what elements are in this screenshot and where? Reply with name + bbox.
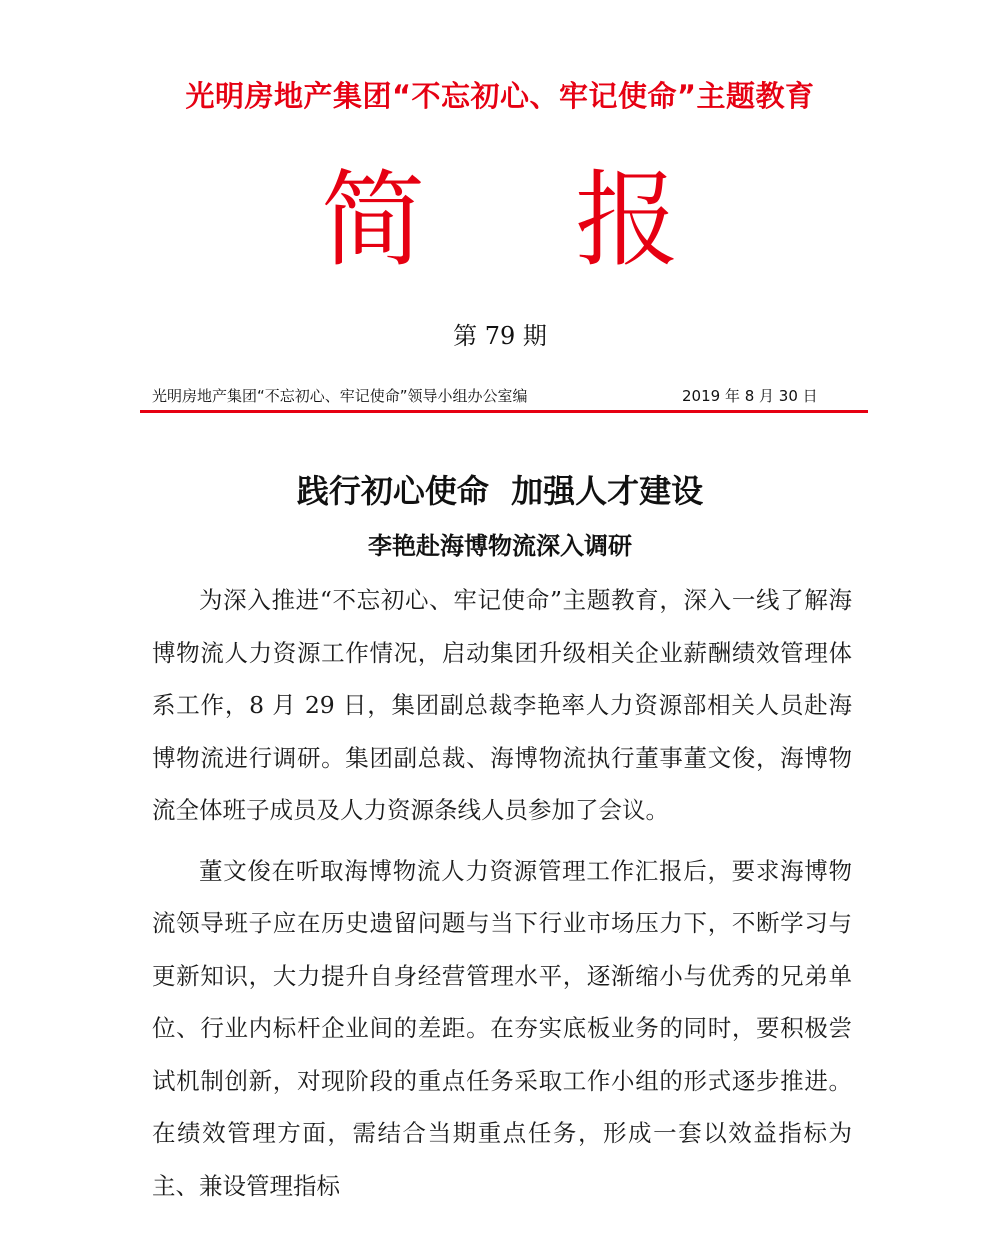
issue-number: 第 79 期 bbox=[453, 322, 547, 350]
issuer-name: 光明房地产集团“不忘初心、牢记使命”领导小组办公室编 bbox=[152, 387, 528, 405]
article-body bbox=[152, 574, 852, 1212]
paragraph: 董文俊在听取海博物流人力资源管理工作汇报后，要求海博物流领导班子应在历史遗留问题与当下行业市场压力下，不断学习与更新知识，大力提升自身经营管理水平，逐渐缩小与优秀的兄弟单位、行业内标杆企业间的差距。在夯实底板业务的同时，要积极尝试机制创新，对现阶段的重点任务采取工作小组的形式逐步推进。在绩效管理方面，需结合当期重点任务，形成一套以效益指标为主、兼设管理指标 bbox=[152, 856, 852, 1200]
issue-date: 2019 年 8 月 30 日 bbox=[682, 387, 818, 405]
red-divider bbox=[140, 410, 868, 413]
masthead-char-2: 报 bbox=[575, 159, 680, 281]
article-title: 践行初心使命 加强人才建设 bbox=[296, 472, 704, 510]
masthead bbox=[0, 160, 1000, 280]
paragraph: 为深入推进“不忘初心、牢记使命”主题教育，深入一线了解海博物流人力资源工作情况，启动集团升级相关企业薪酬绩效管理体系工作，8 月 29 日，集团副总裁李艳率人力资源部相关人员赴海博物流进行调研。集团副总裁、海博物流执行董事董文俊，海博物流全体班子成员及人力资源条线人员参加了会议。 bbox=[152, 586, 852, 824]
article-subtitle: 李艳赴海博物流深入调研 bbox=[368, 532, 632, 560]
report-series-title: 光明房地产集团“不忘初心、牢记使命”主题教育 bbox=[185, 79, 815, 113]
issuer-line bbox=[152, 385, 852, 406]
masthead-char-1: 简 bbox=[320, 159, 425, 281]
